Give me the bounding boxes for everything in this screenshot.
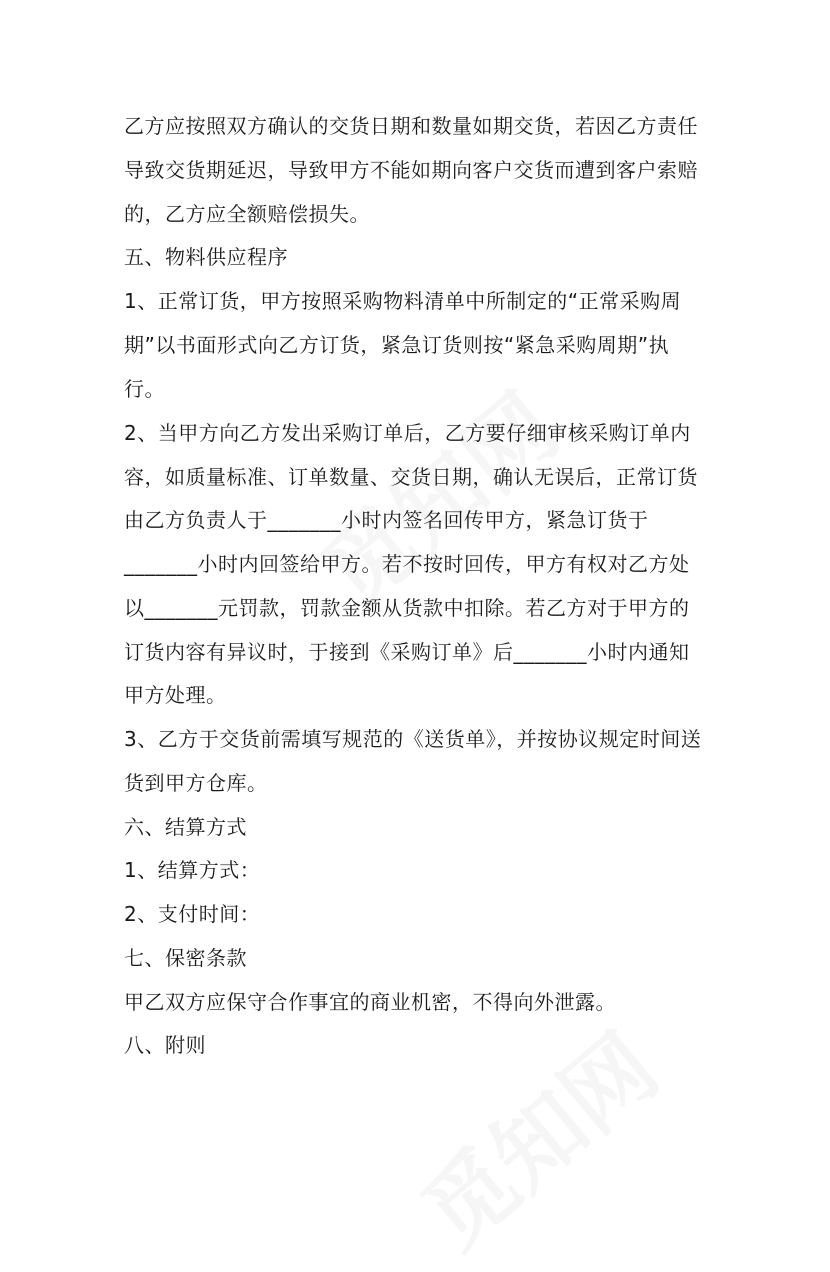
paragraph-line: 2、当甲方向乙方发出采购订单后，乙方要仔细审核采购订单内 [124, 421, 691, 445]
paragraph-line: 期”以书面形式向乙方订货，紧急订货则按“紧急采购周期”执 [124, 333, 670, 357]
section-heading: 六、结算方式 [124, 815, 247, 839]
section-heading: 七、保密条款 [124, 946, 247, 970]
paragraph-line: 3、乙方于交货前需填写规范的《送货单》，并按协议规定时间送 [124, 727, 702, 751]
paragraph-line: 1、正常订货，甲方按照采购物料清单中所制定的“正常采购周 [124, 289, 682, 313]
paragraph-line: 行。 [124, 377, 165, 401]
paragraph-line: 以_______元罚款，罚款金额从货款中扣除。若乙方对于甲方的 [124, 596, 690, 620]
section-heading: 八、附则 [124, 1033, 206, 1057]
section-heading: 五、物料供应程序 [124, 245, 288, 269]
list-item: 1、结算方式： [124, 858, 261, 882]
paragraph-line: _______小时内回签给甲方。若不按时回传，甲方有权对乙方处 [124, 552, 690, 576]
paragraph-line: 订货内容有异议时，于接到《采购订单》后_______小时内通知 [124, 640, 690, 664]
list-item: 2、支付时间： [124, 902, 261, 926]
paragraph-line: 导致交货期延迟，导致甲方不能如期向客户交货而遭到客户索赔 [124, 158, 698, 182]
paragraph-line: 货到甲方仓库。 [124, 771, 268, 795]
paragraph-line: 乙方应按照双方确认的交货日期和数量如期交货，若因乙方责任 [124, 114, 698, 138]
paragraph-line: 甲乙双方应保守合作事宜的商业机密，不得向外泄露。 [124, 990, 616, 1014]
paragraph-line: 甲方处理。 [124, 683, 227, 707]
watermark [390, 998, 680, 1271]
paragraph-line: 的，乙方应全额赔偿损失。 [124, 202, 370, 226]
paragraph-line: 由乙方负责人于_______小时内签名回传甲方，紧急订货于 [124, 508, 649, 532]
watermark [290, 358, 580, 631]
paragraph-line: 容，如质量标准、订单数量、交货日期，确认无误后，正常订货 [124, 465, 698, 489]
